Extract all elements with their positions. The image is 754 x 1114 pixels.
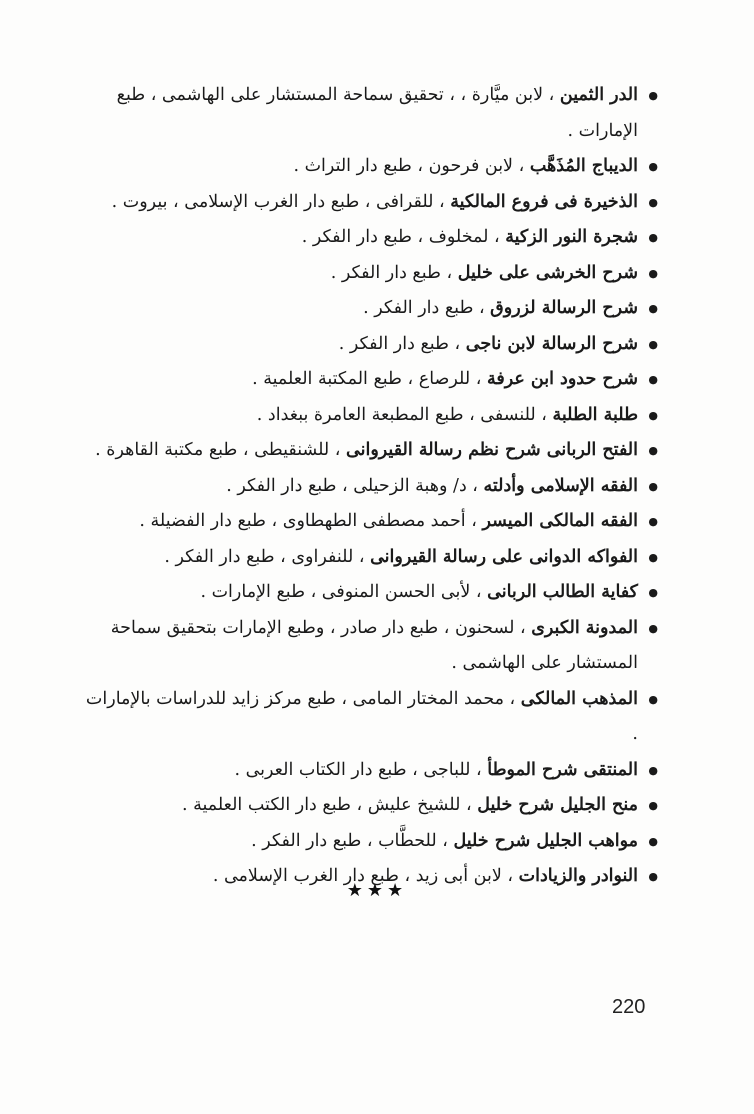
- bullet-icon: ●: [648, 834, 658, 848]
- list-item: [80, 469, 660, 505]
- bullet-icon: ●: [648, 195, 658, 209]
- entry-details: ، محمد المختار المامى ، طبع مركز زايد للدراسات بالإمارات .: [85, 688, 638, 744]
- bullet-icon: ●: [648, 763, 658, 777]
- bullet-icon: ●: [648, 870, 658, 883]
- entry-title: شرح الخرشى على خليل: [457, 262, 638, 283]
- bullet-icon: ●: [648, 89, 658, 102]
- list-item: [80, 788, 660, 824]
- list-item: [80, 433, 660, 469]
- list-item: [80, 398, 660, 434]
- entry-details: ، للقرافى ، طبع دار الغرب الإسلامى ، بيروت .: [111, 191, 451, 212]
- bullet-icon: ●: [648, 408, 658, 422]
- bullet-icon: ●: [648, 621, 658, 635]
- bullet-icon: ●: [648, 550, 658, 564]
- list-item: [80, 78, 660, 149]
- entry-details: ، لابن ميَّارة ، ، تحقيق سماحة المستشار على الهاشمى ، طبع الإمارات .: [116, 85, 638, 141]
- entry-title: طلبة الطلبة: [552, 404, 638, 425]
- list-item: [80, 149, 660, 185]
- entry-title: شرح الرسالة لابن ناجى: [465, 333, 638, 354]
- list-item: [80, 682, 660, 753]
- entry-title: المذهب المالكى: [520, 688, 638, 709]
- entry-title: مواهب الجليل شرح خليل: [453, 830, 638, 851]
- list-item: [80, 753, 660, 789]
- entry-details: ، طبع دار الفكر .: [338, 333, 466, 354]
- entry-details: ، للحطَّاب ، طبع دار الفكر .: [251, 830, 454, 851]
- list-item: [80, 220, 660, 256]
- list-item: [80, 327, 660, 363]
- bullet-icon: ●: [648, 479, 658, 493]
- entry-details: ، لابن فرحون ، طبع دار التراث .: [293, 156, 530, 176]
- entry-details: ، للنفراوى ، طبع دار الفكر .: [164, 546, 371, 567]
- entry-title: الفتح الربانى شرح نظم رسالة القيروانى: [346, 440, 638, 460]
- entry-details: ، طبع دار الفكر .: [363, 298, 491, 318]
- entry-title: شرح الرسالة لزروق: [490, 298, 638, 318]
- entry-details: ، لابن أبى زيد ، طبع دار الغرب الإسلامى .: [212, 866, 519, 886]
- bullet-icon: ●: [648, 160, 658, 173]
- bullet-icon: ●: [648, 444, 658, 457]
- bullet-icon: ●: [648, 337, 658, 351]
- list-item: [80, 504, 660, 540]
- entry-details: ، لمخلوف ، طبع دار الفكر .: [301, 227, 506, 247]
- entry-title: الفقه المالكى الميسر: [482, 511, 638, 531]
- entry-details: ، للرصاع ، طبع المكتبة العلمية .: [252, 369, 487, 389]
- entry-details: ، لسحنون ، طبع دار صادر ، وطبع الإمارات بتحقيق سماحة المستشار على الهاشمى .: [110, 617, 638, 673]
- entry-details: ، لأبى الحسن المنوفى ، طبع الإمارات .: [200, 582, 488, 602]
- entry-details: ، أحمد مصطفى الطهطاوى ، طبع دار الفضيلة .: [139, 511, 483, 531]
- entry-title: الذخيرة فى فروع المالكية: [450, 191, 638, 212]
- entry-title: شجرة النور الزكية: [505, 227, 638, 247]
- entry-details: ، للشيخ عليش ، طبع دار الكتب العلمية .: [181, 795, 478, 815]
- page-number: 220: [612, 996, 646, 1018]
- entry-details: ، للباجى ، طبع دار الكتاب العربى .: [234, 759, 488, 780]
- bullet-icon: ●: [648, 302, 658, 315]
- entry-details: ، للنسفى ، طبع المطبعة العامرة ببغداد .: [256, 404, 553, 425]
- entry-details: ، طبع دار الفكر .: [330, 262, 458, 283]
- entry-title: كفاية الطالب الربانى: [487, 582, 638, 602]
- bibliography-list: [80, 78, 660, 895]
- entry-title: المنتقى شرح الموطأ: [487, 759, 638, 780]
- list-item: [80, 824, 660, 860]
- list-item: [80, 256, 660, 292]
- list-item: [80, 575, 660, 611]
- entry-title: الفواكه الدوانى على رسالة القيروانى: [370, 546, 638, 567]
- bullet-icon: ●: [648, 515, 658, 528]
- bullet-icon: ●: [648, 799, 658, 812]
- section-separator: ★★★: [346, 880, 408, 901]
- list-item: [80, 291, 660, 327]
- bullet-icon: ●: [648, 692, 658, 706]
- entry-details: ، د/ وهبة الزحيلى ، طبع دار الفكر .: [226, 475, 484, 496]
- entry-details: ، للشنقيطى ، طبع مكتبة القاهرة .: [95, 440, 346, 460]
- entry-title: النوادر والزيادات: [518, 866, 638, 886]
- list-item: [80, 362, 660, 398]
- entry-title: الديباج المُذَهَّب: [529, 156, 638, 176]
- bullet-icon: ●: [648, 373, 658, 386]
- entry-title: شرح حدود ابن عرفة: [486, 369, 638, 389]
- list-item: [80, 185, 660, 221]
- bullet-icon: ●: [648, 231, 658, 244]
- entry-title: الفقه الإسلامى وأدلته: [483, 475, 638, 496]
- entry-title: الدر الثمين: [559, 85, 638, 105]
- bullet-icon: ●: [648, 586, 658, 599]
- bullet-icon: ●: [648, 266, 658, 280]
- list-item: [80, 540, 660, 576]
- entry-title: المدونة الكبرى: [531, 617, 638, 638]
- list-item: [80, 611, 660, 682]
- entry-title: منح الجليل شرح خليل: [477, 795, 638, 815]
